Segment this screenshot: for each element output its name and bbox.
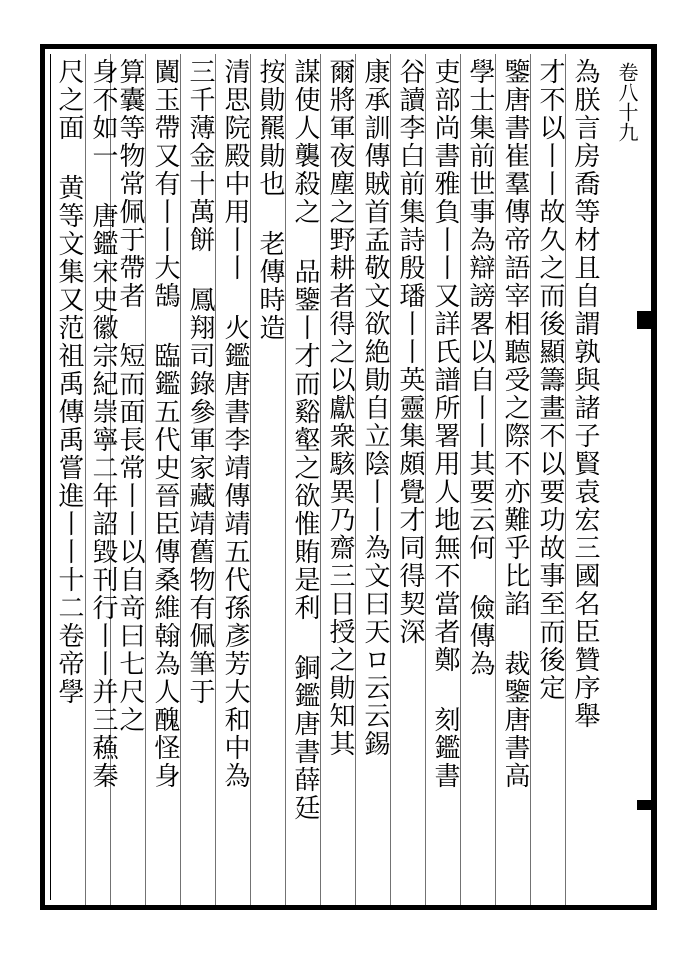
column-rule: [85, 54, 86, 906]
text-column-4: 學士集前世事為辯謗畧以自丨丨其要云何 儉傳為: [465, 58, 495, 678]
text-column-5: 吏部尚書雅負丨丨又詳氏譜所署用人地無不當者鄭 刻鑑書: [430, 58, 460, 790]
text-column-14: 算囊等物常佩于帶者 短而面長常丨丨以自竒曰七尺之: [115, 58, 145, 734]
text-column-11: 清思院殿中用丨丨 火鑑唐書李靖傳靖五代孫彥芳大和中為: [220, 58, 250, 790]
column-rule: [355, 54, 356, 906]
text-column-3: 鑒唐書崔羣傳帝語宰相聽受之際不亦難乎比諂 裁鑒唐書高: [500, 58, 530, 790]
text-column-13: 闐玉帶又有丨丨大鵠 臨鑑五代史晉臣傳桑維翰為人醜怪身: [150, 58, 180, 790]
text-column-15: 身不如一 唐鑑宋史徽宗紀崇寧二年詔毀刊行丨丨并三蘓秦: [88, 58, 118, 790]
column-rule: [250, 54, 251, 906]
column-rule: [285, 54, 286, 906]
column-rule: [320, 54, 321, 906]
column-rule: [565, 54, 566, 906]
running-head: 卷八十九: [615, 62, 639, 142]
text-column-12: 三千薄金十萬餅 鳳翔司錄參軍家藏靖舊物有佩筆于: [185, 58, 215, 706]
column-rule: [460, 54, 461, 906]
column-rule: [495, 54, 496, 906]
text-column-7: 康承訓傳賊首孟敬文欲絶勛自立陰丨丨為文曰天ロ云云錫: [360, 58, 390, 758]
text-column-9: 謀使人襲殺之 品鑒丨才而谿壑之欲惟賄是利 銅鑑唐書薛廷: [290, 58, 320, 822]
column-rule: [145, 54, 146, 906]
column-rule: [390, 54, 391, 906]
text-column-10: 按勛羆勛也 老傳時造: [255, 58, 285, 342]
text-column-2: 才不以丨丨故久之而後顯籌畫不以要功故事至而後定: [535, 58, 565, 702]
column-rule: [180, 54, 181, 906]
column-rule: [530, 54, 531, 906]
text-column-16: 尺之面 黄等文集又范祖禹傳禹嘗進丨丨十二卷帝學: [54, 58, 84, 706]
text-column-1: 為朕言房喬等材且自謂孰與諸子賢袁宏三國名臣贊序舉: [570, 58, 600, 730]
column-rule: [425, 54, 426, 906]
text-column-8: 爾將軍夜塵之野耕者得之以獻衆駭異乃齋三日授之勛知其: [325, 58, 355, 758]
text-column-6: 谷讀李白前集詩殷璠丨丨英靈集頗覺才同得契深: [395, 58, 425, 646]
column-rule: [215, 54, 216, 906]
